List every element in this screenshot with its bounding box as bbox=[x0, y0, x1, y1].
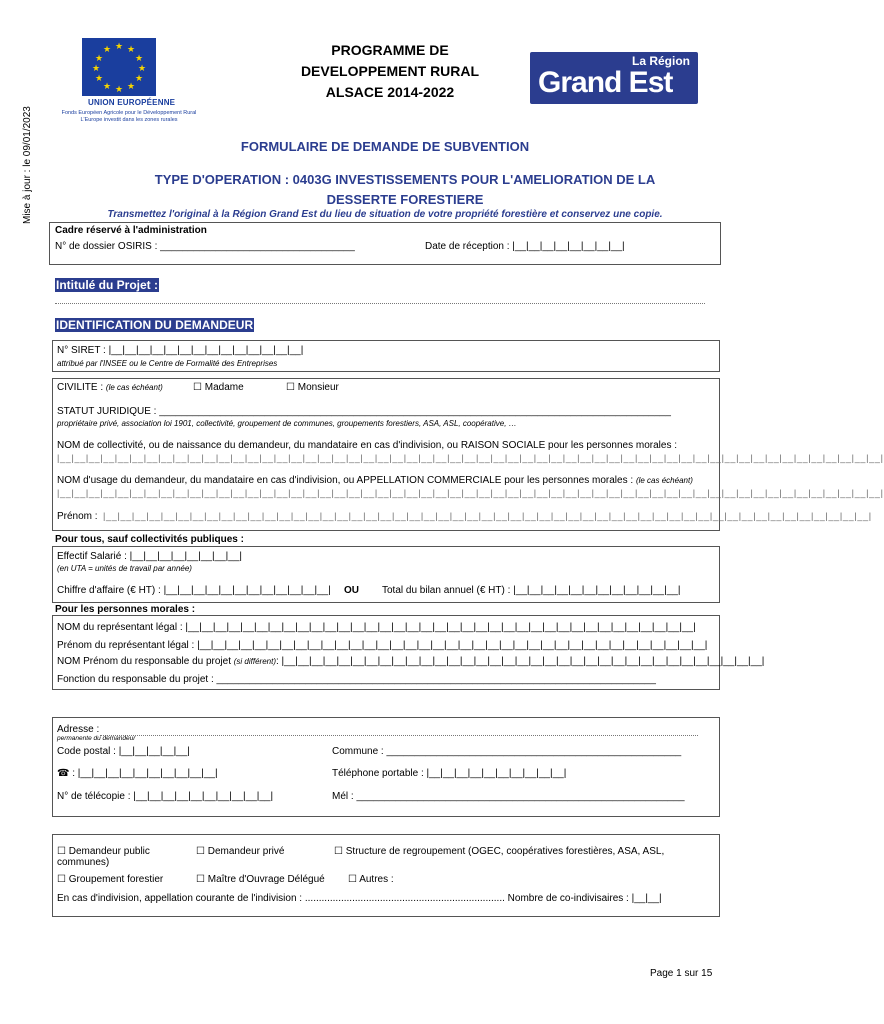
programme-line2: DEVELOPPEMENT RURAL bbox=[300, 63, 480, 79]
identification-heading: IDENTIFICATION DU DEMANDEUR bbox=[56, 318, 254, 332]
monsieur-checkbox[interactable]: ☐ Monsieur bbox=[286, 382, 339, 393]
nom-usage-field[interactable]: |__|__|__|__|__|__|__|__|__|__|__|__|__|__|__|__|__|__|__|__|__|__|__|__|__|__|__|__|__|__|__|__|__|__|__|__|__|__|__|__|__|__|__|__|__|__|__|__|__|__|__|__|__|__|__|__|__| bbox=[57, 488, 884, 498]
eu-name: UNION EUROPÉENNE bbox=[88, 98, 176, 107]
eu-flag-icon: ★ ★ ★ ★ ★ ★ ★ ★ ★ ★ ★ ★ bbox=[82, 38, 156, 96]
nom-collectivite-label: NOM de collectivité, ou de naissance du demandeur, du mandataire en cas d'indivision, ou RAISON SOCIALE pour les personnes morales : bbox=[57, 440, 678, 451]
project-title-heading: Intitulé du Projet : bbox=[56, 278, 158, 292]
demandeur-public-checkbox[interactable]: ☐ Demandeur public bbox=[57, 846, 150, 857]
nom-usage-label bbox=[57, 475, 693, 486]
update-date-note: Mise à jour : le 09/01/2023 bbox=[22, 106, 33, 224]
mel-field[interactable]: Mél : ___________________________________________________________ bbox=[332, 791, 685, 802]
adresse-label: Adresse : bbox=[57, 724, 100, 735]
telecopie-field[interactable]: N° de télécopie : |__|__|__|__|__|__|__|__|__|__| bbox=[57, 791, 274, 802]
address-box bbox=[52, 717, 720, 817]
osiris-dossier-field[interactable]: N° de dossier OSIRIS : ___________________________________ bbox=[55, 241, 355, 252]
civilite-note: (le cas échéant) bbox=[105, 383, 163, 392]
transmit-instruction: Transmettez l'original à la Région Grand Est du lieu de situation de votre propriété forestière et conservez une copie. bbox=[107, 209, 663, 220]
siret-field[interactable]: N° SIRET : |__|__|__|__|__|__|__|__|__|__|__|__|__|__| bbox=[57, 345, 304, 356]
admin-heading: Cadre réservé à l'administration bbox=[55, 225, 207, 236]
prenom-label: Prénom : bbox=[57, 511, 98, 522]
civilite-label bbox=[57, 382, 163, 393]
chiffre-affaire-field[interactable]: Chiffre d'affaire (€ HT) : |__|__|__|__|__|__|__|__|__|__|__|__| bbox=[57, 585, 331, 596]
telephone-field[interactable]: ☎ : |__|__|__|__|__|__|__|__|__|__| bbox=[57, 768, 218, 779]
responsable-nom-note: (si différent) bbox=[233, 657, 276, 666]
nom-usage-note: (le cas échéant) bbox=[635, 476, 693, 485]
eu-subtitle-line1: Fonds Européen Agricole pour le Développement Rural bbox=[61, 110, 197, 116]
civilite-text: CIVILITE : bbox=[57, 382, 104, 393]
programme-line3: ALSACE 2014-2022 bbox=[325, 84, 455, 100]
madame-checkbox[interactable]: ☐ Madame bbox=[193, 382, 244, 393]
eu-subtitle bbox=[60, 110, 198, 124]
programme-line1: PROGRAMME DE bbox=[331, 42, 449, 58]
effectif-note: (en UTA = unités de travail par année) bbox=[57, 564, 192, 573]
nom-collectivite-field[interactable]: |__|__|__|__|__|__|__|__|__|__|__|__|__|__|__|__|__|__|__|__|__|__|__|__|__|__|__|__|__|__|__|__|__|__|__|__|__|__|__|__|__|__|__|__|__|__|__|__|__|__|__|__|__|__|__|__|__| bbox=[57, 453, 884, 463]
programme-title bbox=[260, 40, 520, 103]
responsable-nom-field[interactable] bbox=[57, 656, 764, 667]
operation-title-line1: TYPE D'OPERATION : 0403G INVESTISSEMENTS POUR L'AMELIORATION DE LA bbox=[154, 172, 656, 187]
code-postal-field[interactable]: Code postal : |__|__|__|__|__| bbox=[57, 746, 190, 757]
siret-note: attribué par l'INSEE ou le Centre de Formalité des Entreprises bbox=[57, 359, 278, 368]
representant-prenom-field[interactable]: Prénom du représentant légal : |__|__|__|__|__|__|__|__|__|__|__|__|__|__|__|__|__|__|__|__|__|__|__|__|__|__|__|__|__|__|__|__|__|__|__|__|__| bbox=[57, 640, 708, 651]
commune-field[interactable]: Commune : _____________________________________________________ bbox=[332, 746, 682, 757]
page-number: Page 1 sur 15 bbox=[650, 968, 713, 979]
reception-date-field[interactable]: Date de réception : |__|__|__|__|__|__|__|__| bbox=[425, 241, 625, 252]
prenom-field[interactable]: |__|__|__|__|__|__|__|__|__|__|__|__|__|__|__|__|__|__|__|__|__|__|__|__|__|__|__|__|__|__|__|__|__|__|__|__|__|__|__|__|__|__|__|__|__|__|__|__|__|__|__|__|__| bbox=[103, 511, 872, 521]
identification-label bbox=[55, 318, 254, 332]
project-title-input[interactable] bbox=[55, 303, 705, 304]
nom-usage-text: NOM d'usage du demandeur, du mandataire en cas d'indivision, ou APPELLATION COMMERCIALE pour les personnes morales : bbox=[57, 475, 634, 486]
indivision-field[interactable]: En cas d'indivision, appellation courante de l'indivision : ........................................................................ Nombre de co-indivisaires : |__|__| bbox=[57, 893, 662, 904]
adresse-input[interactable] bbox=[100, 735, 698, 736]
statut-juridique-field[interactable]: STATUT JURIDIQUE : ____________________________________________________________________________________________ bbox=[57, 406, 671, 417]
form-title: FORMULAIRE DE DEMANDE DE SUBVENTION bbox=[240, 139, 530, 154]
demandeur-public-cont: communes) bbox=[57, 857, 110, 868]
project-title-label bbox=[55, 278, 159, 292]
effectif-field[interactable]: Effectif Salarié : |__|__|__|__|__|__|__|__| bbox=[57, 551, 242, 562]
demandeur-prive-checkbox[interactable]: ☐ Demandeur privé bbox=[196, 846, 285, 857]
maitre-ouvrage-checkbox[interactable]: ☐ Maître d'Ouvrage Délégué bbox=[196, 874, 325, 885]
operation-title-line2: DESSERTE FORESTIERE bbox=[326, 192, 484, 207]
bilan-field[interactable]: Total du bilan annuel (€ HT) : |__|__|__|__|__|__|__|__|__|__|__|__| bbox=[382, 585, 681, 596]
region-logo-main: Grand Est bbox=[538, 66, 673, 99]
or-label: OU bbox=[344, 585, 359, 596]
operation-title bbox=[60, 170, 750, 210]
responsable-nom-text: NOM Prénom du responsable du projet bbox=[57, 656, 231, 667]
eu-subtitle-line2: L'Europe investit dans les zones rurales bbox=[80, 117, 178, 123]
representant-nom-field[interactable]: NOM du représentant légal : |__|__|__|__|__|__|__|__|__|__|__|__|__|__|__|__|__|__|__|__|__|__|__|__|__|__|__|__|__|__|__|__|__|__|__|__|__| bbox=[57, 622, 696, 633]
autres-checkbox[interactable]: ☐ Autres : bbox=[348, 874, 394, 885]
structure-regroupement-checkbox[interactable]: ☐ Structure de regroupement (OGEC, coopératives forestières, ASA, ASL, bbox=[334, 846, 665, 857]
pour-tous-heading: Pour tous, sauf collectivités publiques : bbox=[55, 534, 244, 545]
region-logo-top: La Région bbox=[631, 54, 690, 68]
adresse-note: permanente du demandeur bbox=[57, 735, 136, 742]
groupement-forestier-checkbox[interactable]: ☐ Groupement forestier bbox=[57, 874, 164, 885]
responsable-nom-cells: : |__|__|__|__|__|__|__|__|__|__|__|__|__|__|__|__|__|__|__|__|__|__|__|__|__|__|__|__|__|__|__|__|__|__|__| bbox=[276, 656, 765, 667]
portable-field[interactable]: Téléphone portable : |__|__|__|__|__|__|__|__|__|__| bbox=[332, 768, 567, 779]
statut-note: propriétaire privé, association loi 1901, collectivité, groupement de communes, groupements forestiers, ASA, ASL, coopérative, … bbox=[57, 419, 517, 428]
personnes-morales-heading: Pour les personnes morales : bbox=[55, 604, 196, 615]
region-grand-est-logo bbox=[530, 52, 698, 104]
fonction-responsable-field[interactable]: Fonction du responsable du projet : _______________________________________________________________________________ bbox=[57, 674, 656, 685]
